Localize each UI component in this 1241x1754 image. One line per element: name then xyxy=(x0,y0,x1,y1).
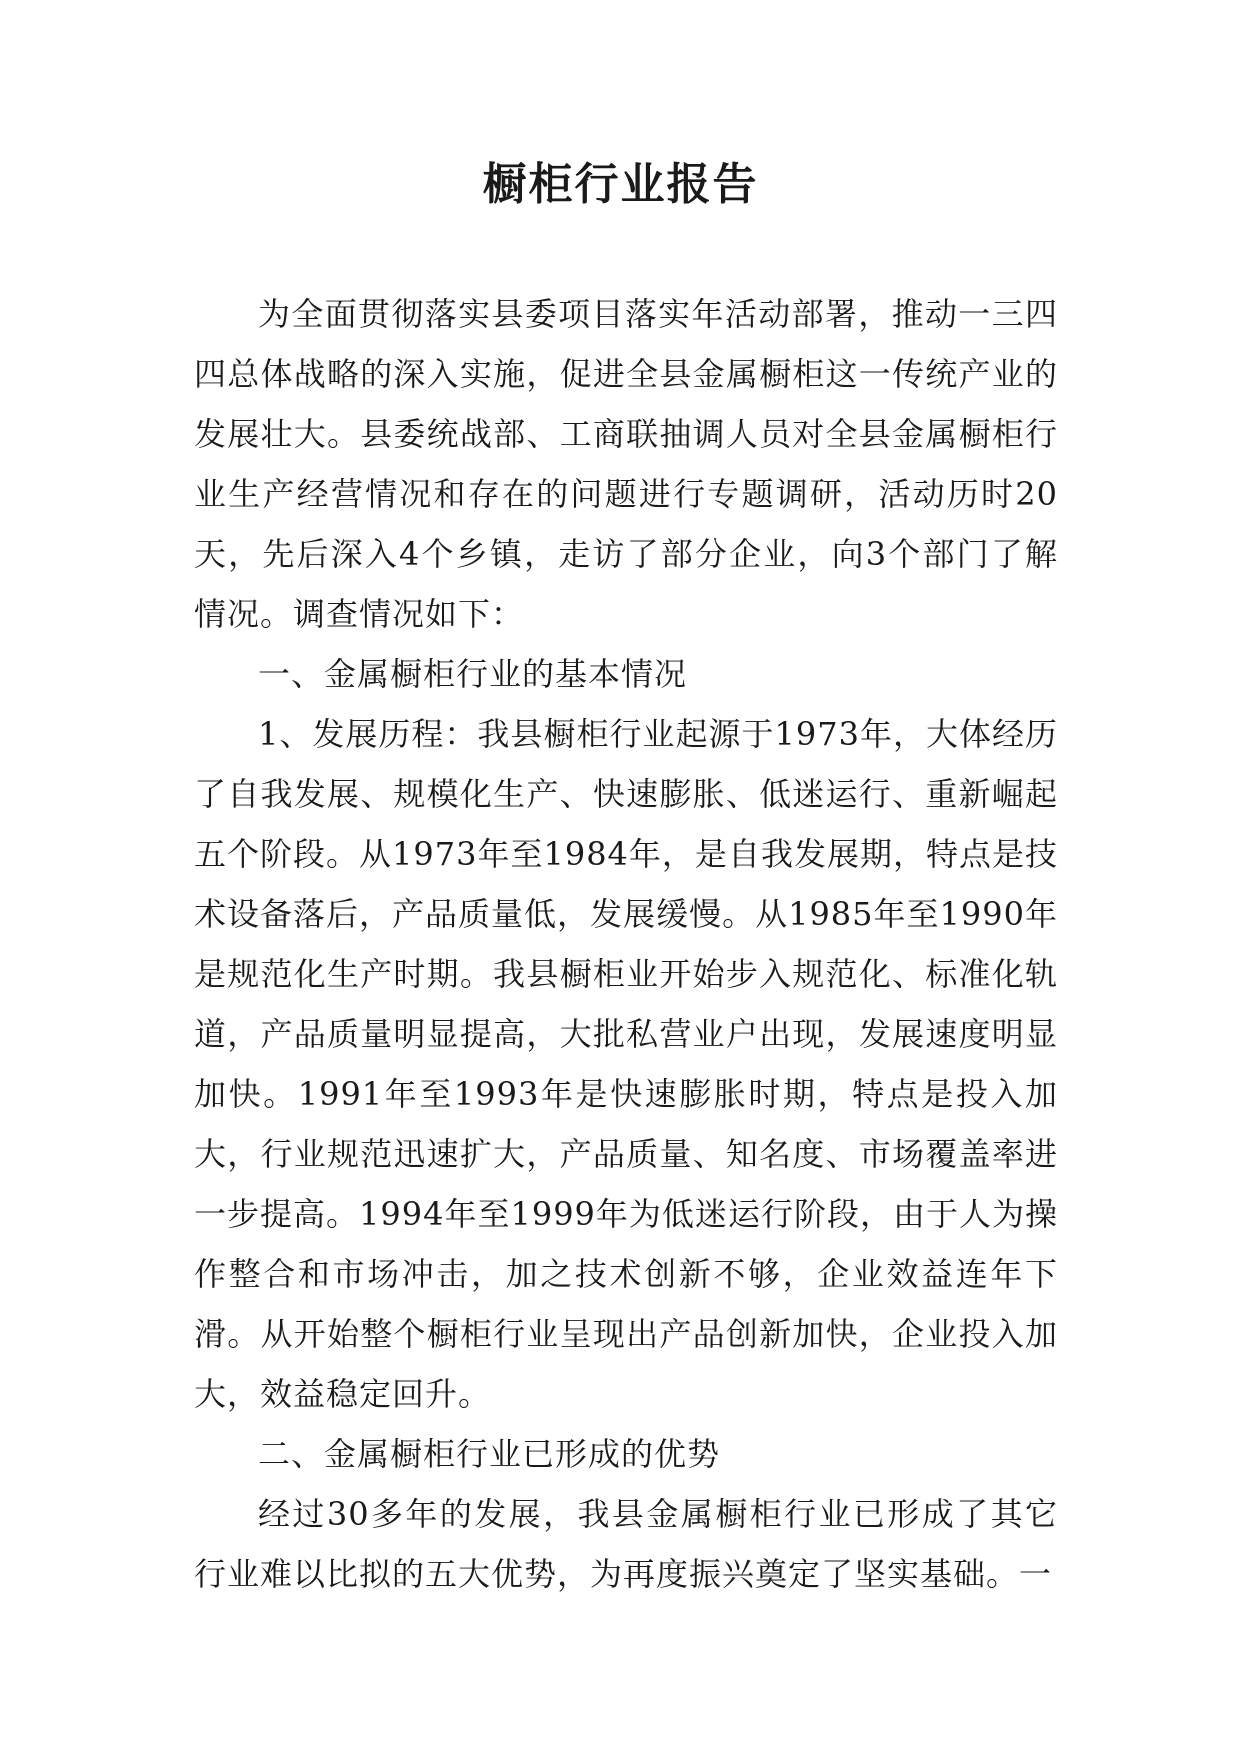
document-body xyxy=(194,284,1058,1604)
document-title: 橱柜行业报告 xyxy=(482,159,759,210)
paragraph-advantages: 经过30多年的发展，我县金属橱柜行业已形成了其它行业难以比拟的五大优势，为再度振兴奠定了坚实基础。一 xyxy=(194,1495,1058,1593)
section-heading-1: 一、金属橱柜行业的基本情况 xyxy=(258,655,688,693)
paragraph-history: 1、发展历程：我县橱柜行业起源于1973年，大体经历了自我发展、规模化生产、快速膨胀、低迷运行、重新崛起五个阶段。从1973年至1984年，是自我发展期，特点是技术设备落后，产品质量低，发展缓慢。从1985年至1990年是规范化生产时期。我县橱柜业开始步入规范化、标准化轨道，产品质量明显提高，大批私营业户出现，发展速度明显加快。1991年至1993年是快速膨胀时期，特点是投入加大，行业规范迅速扩大，产品质量、知名度、市场覆盖率进一步提高。1994年至1999年为低迷运行阶段，由于人为操作整合和市场冲击，加之技术创新不够，企业效益连年下滑。从开始整个橱柜行业呈现出产品创新加快，企业投入加大，效益稳定回升。 xyxy=(194,715,1058,1413)
paragraph-intro: 为全面贯彻落实县委项目落实年活动部署，推动一三四四总体战略的深入实施，促进全县金属橱柜这一传统产业的发展壮大。县委统战部、工商联抽调人员对全县金属橱柜行业生产经营情况和存在的问题进行专题调研，活动历时20天，先后深入4个乡镇，走访了部分企业，向3个部门了解情况。调查情况如下： xyxy=(194,295,1058,633)
section-heading-2: 二、金属橱柜行业已形成的优势 xyxy=(258,1435,721,1473)
